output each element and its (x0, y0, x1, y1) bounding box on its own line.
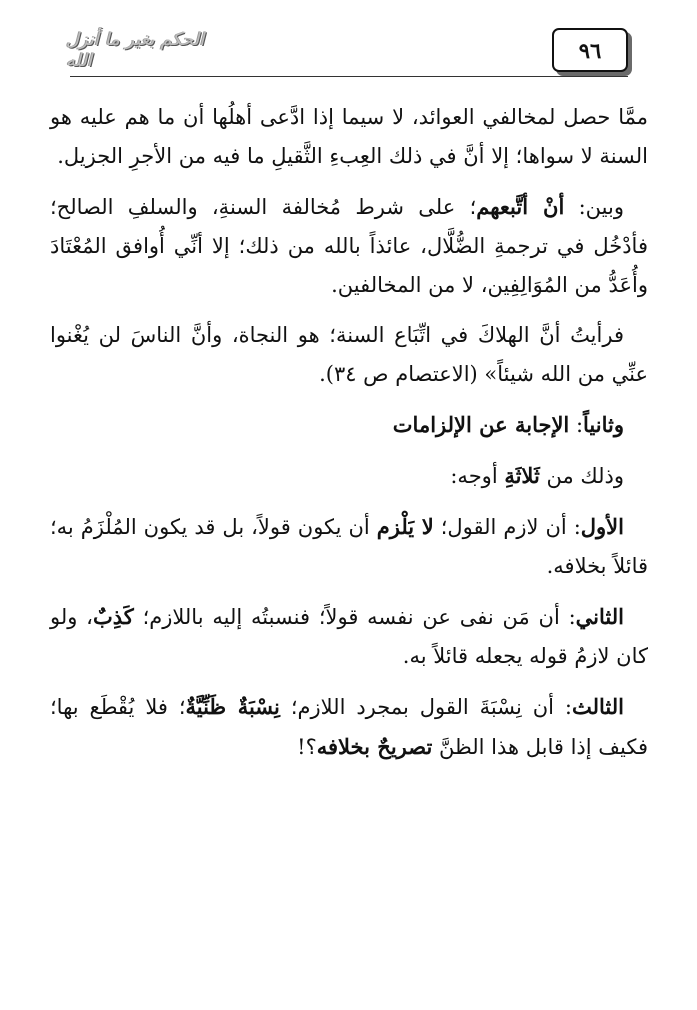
bold-text: نِسْبَةٌ ظَنِّيَّةٌ (185, 694, 280, 719)
bold-text: الإجابة عن الإلزامات (392, 412, 570, 437)
paragraph-p4 (50, 405, 648, 445)
paragraph-p6 (50, 507, 648, 586)
bold-text: لا يَلْزم (376, 514, 434, 539)
page-number: ٩٦ (578, 37, 602, 63)
page-body (50, 98, 648, 778)
bold-text: الثاني (575, 604, 624, 629)
paragraph-p3 (50, 316, 648, 394)
text-segment: ، ولو كان لازمُ قوله يجعله قائلاً به. (50, 605, 648, 668)
bold-text: وثانياً (583, 412, 624, 437)
bold-text: ثَلاثَةِ (504, 463, 540, 488)
text-segment: ؟! (297, 735, 317, 759)
bold-text: الثالث (571, 694, 624, 719)
text-segment: : (569, 413, 584, 437)
paragraph-p5 (50, 456, 648, 496)
text-segment: ؛ على شرط مُخالفة السنةِ، والسلفِ الصالح؛ فأدْخُل في ترجمةِ الضُّلَّال، عائذاً بالله من ذلك؛ إلا أنِّي أُوافق المُعْتَادَ وأُعَدُّ من المُوَالِفِين، لا من المخالفين. (50, 195, 648, 297)
text-segment: ؛ فلا يُقْطَع بها؛ فكيف إذا قابل هذا الظنَّ (50, 695, 648, 759)
book-title-text: الحكم بغير ما أنزل الله (66, 29, 205, 71)
header-divider (70, 76, 628, 77)
bold-text: كَذِبٌ (92, 604, 134, 629)
text-segment: أوجه: (450, 464, 505, 488)
page-number-box (552, 28, 628, 72)
text-segment: ممَّا حصل لمخالفي العوائد، لا سيما إذا ادَّعى أهلُها أن ما هم عليه هو السنة لا سواها؛ إلا أنَّ في ذلك العِبءِ الثَّقيلِ ما فيه من الأجرِ الجزيل. (50, 105, 648, 168)
text-segment: فرأيتُ أنَّ الهلاكَ في اتِّبَاع السنة؛ هو النجاة، وأنَّ الناسَ لن يُغْنوا عنِّي من الله شيئاً» (الاعتصام ص ٣٤). (50, 323, 648, 386)
text-segment: : أن نِسْبَةَ القول بمجرد اللازم؛ (279, 695, 572, 719)
text-segment: وبين: (564, 195, 624, 219)
paragraph-p8 (50, 687, 648, 767)
book-title-logo (66, 29, 216, 71)
text-segment: : أن لازم القول؛ (433, 515, 581, 539)
text-segment: وذلك من (539, 464, 624, 488)
paragraph-p7 (50, 597, 648, 676)
bold-text: تصريحٌ بخلافه (316, 734, 433, 759)
page-header (0, 0, 697, 80)
bold-text: أنْ أتَّبعهم (476, 194, 565, 219)
text-segment: : أن مَن نفى عن نفسه قولاً؛ فنسبتُه إليه باللازم؛ (133, 605, 576, 629)
paragraph-p1 (50, 98, 648, 176)
paragraph-p2 (50, 187, 648, 305)
bold-text: الأول (580, 514, 624, 539)
text-segment: أن يكون قولاً، بل قد يكون المُلْزَمُ به؛ قائلاً بخلافه. (50, 515, 648, 578)
